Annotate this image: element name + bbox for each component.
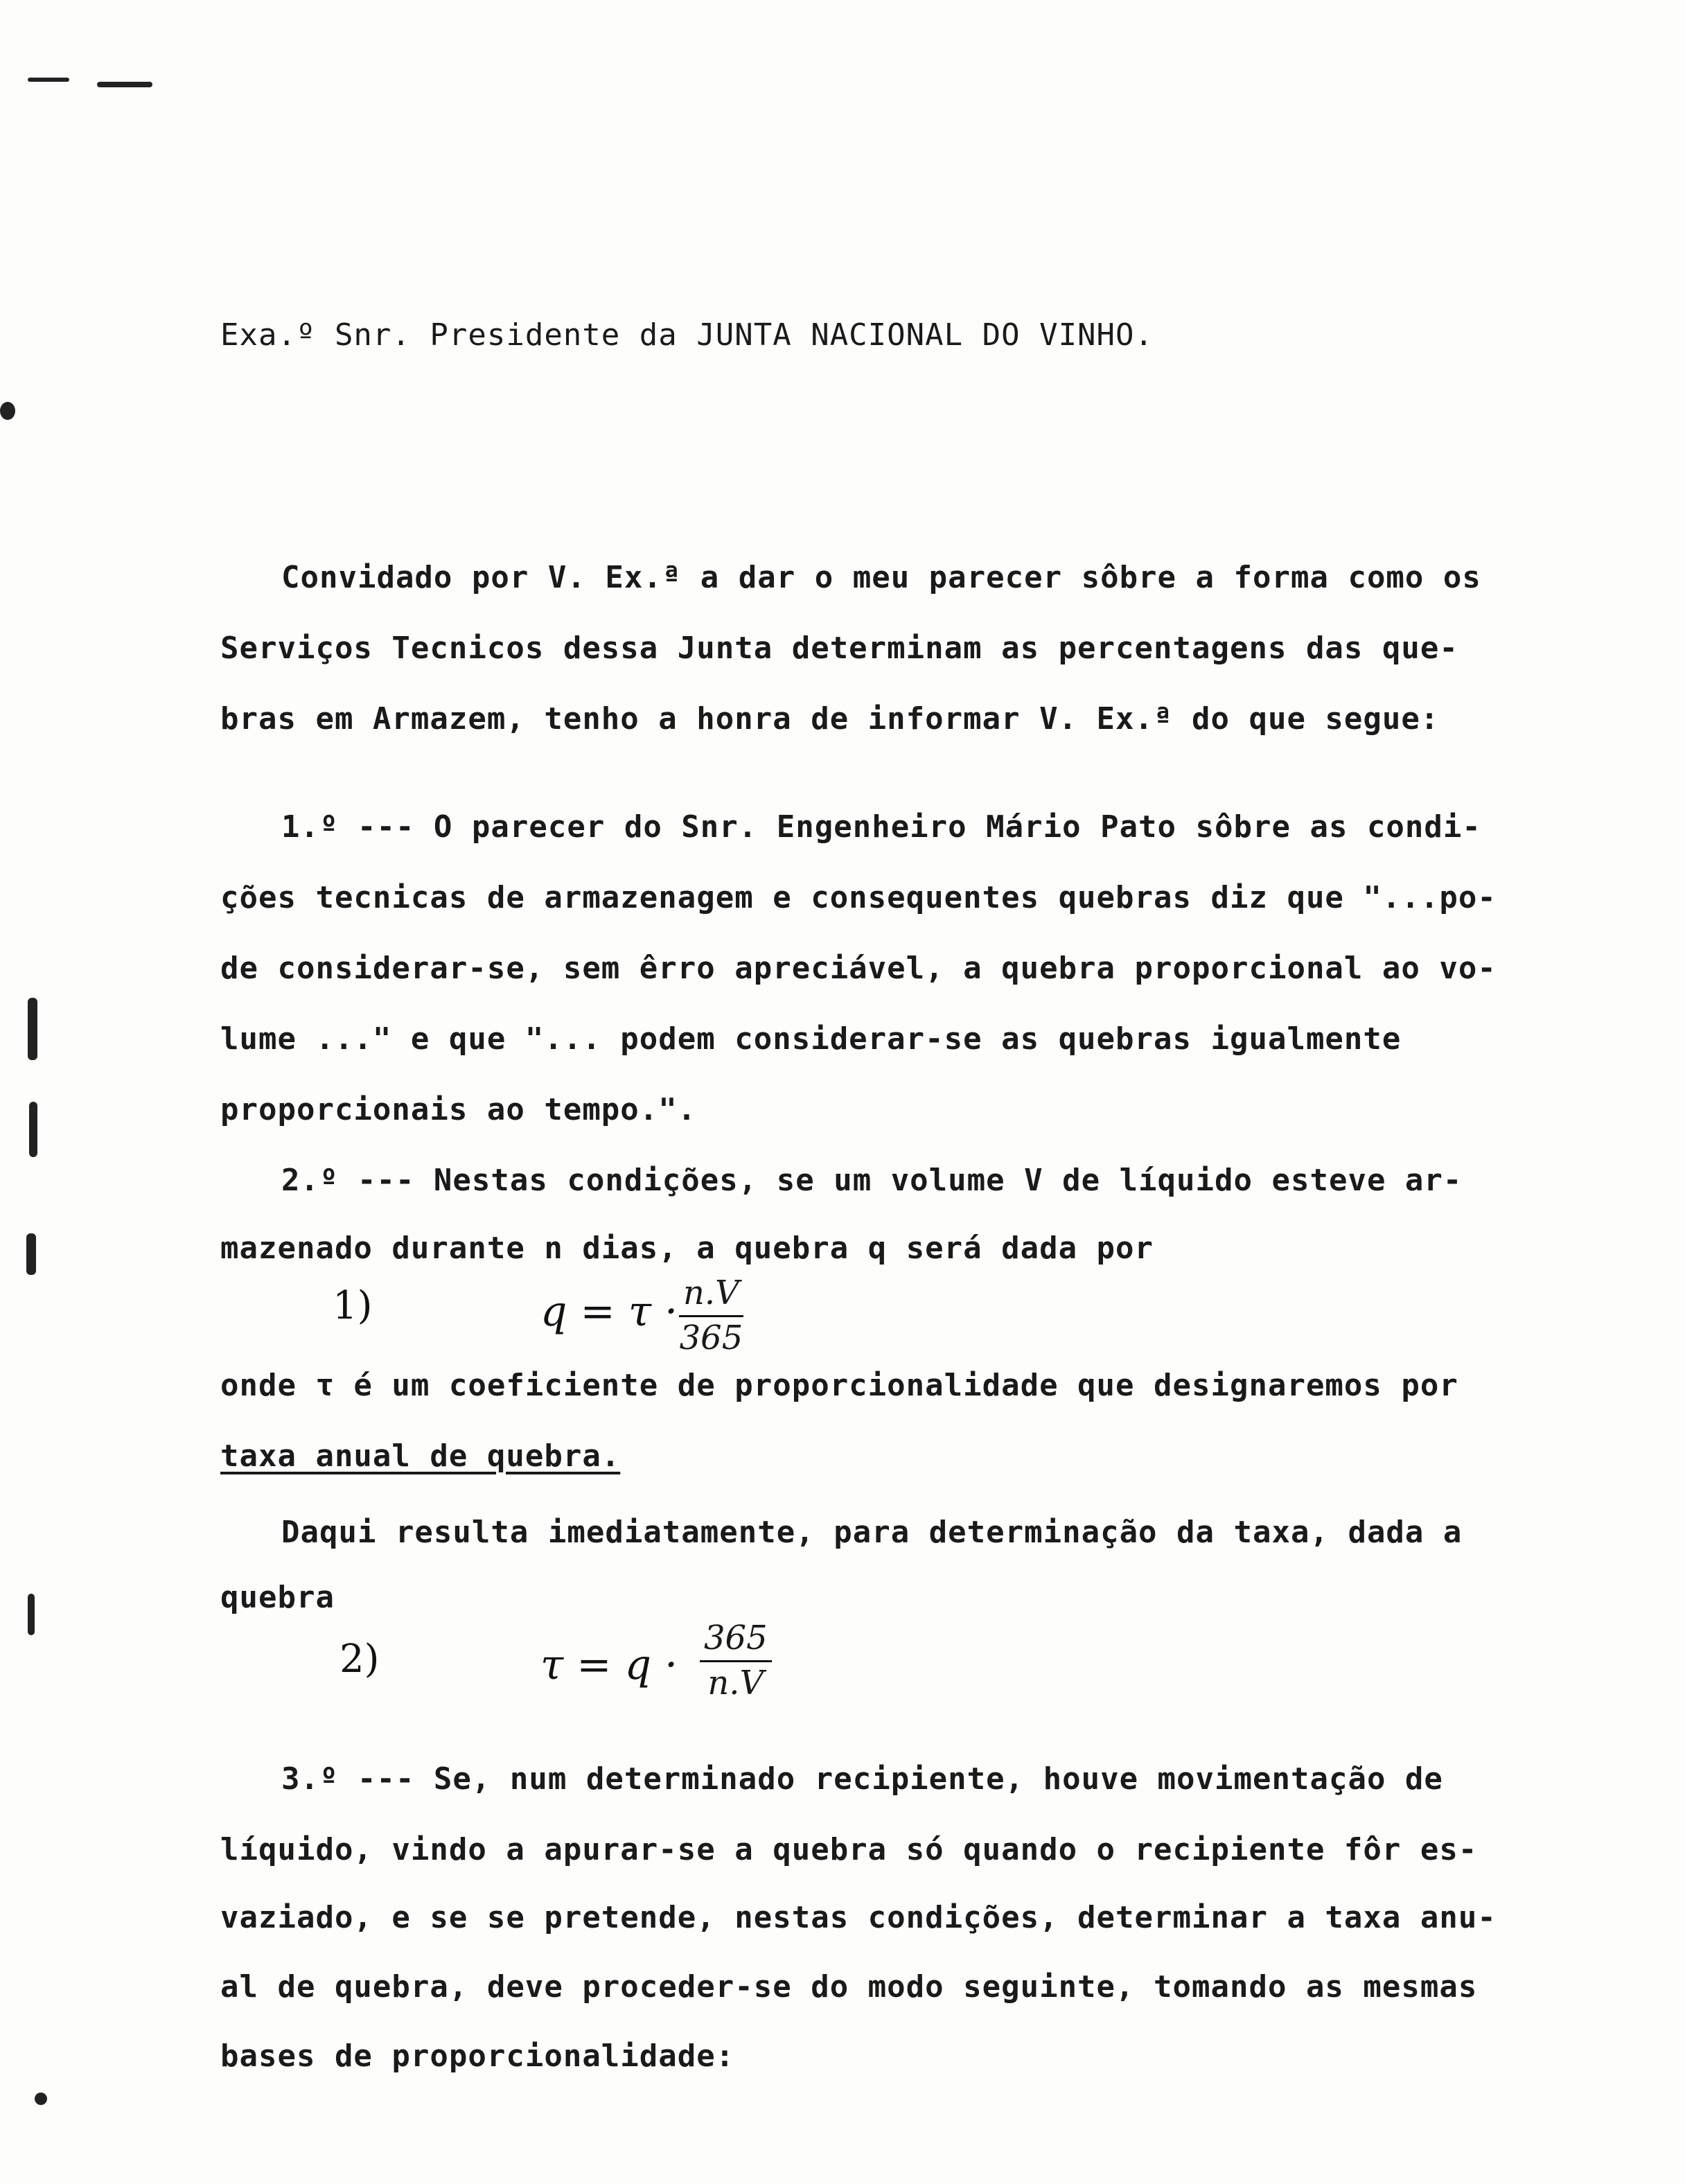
p1-line-3: de considerar-se, sem êrro apreciável, a quebra proporcional ao vo- <box>220 951 1497 986</box>
equation-1-denominator: 365 <box>679 1319 743 1357</box>
scan-speck <box>28 1594 35 1635</box>
p1-line-4: lume ..." e que "... podem considerar-se as quebras igualmente <box>220 1021 1402 1057</box>
p2b-line-1: onde τ é um coeficiente de proporcionalidade que designaremos por <box>220 1368 1458 1403</box>
equation-2-fraction <box>700 1619 772 1702</box>
equation-1-label: 1) <box>333 1283 373 1328</box>
p1-line-5: proporcionais ao tempo.". <box>220 1092 697 1127</box>
equation-2-label: 2) <box>339 1637 380 1682</box>
scan-speck <box>28 78 69 82</box>
p3-line-3: vaziado, e se se pretende, nestas condições, determinar a taxa anu- <box>220 1900 1497 1935</box>
p2c-line-1: Daqui resulta imediatamente, para determinação da taxa, dada a <box>281 1515 1463 1550</box>
intro-line-3: bras em Armazem, tenho a honra de informar V. Ex.ª do que segue: <box>220 701 1440 737</box>
p3-line-4: al de quebra, deve proceder-se do modo seguinte, tomando as mesmas <box>220 1969 1478 2005</box>
intro-line-2: Serviços Tecnicos dessa Junta determinam as percentagens das que- <box>220 631 1458 666</box>
p1-line-1: 1.º --- O parecer do Snr. Engenheiro Mário Pato sôbre as condi- <box>281 809 1481 845</box>
p3-line-2: líquido, vindo a apurar-se a quebra só quando o recipiente fôr es- <box>220 1832 1478 1867</box>
equation-2-lhs: τ = q · <box>540 1641 678 1689</box>
p2c-line-2: quebra <box>220 1580 335 1615</box>
p2-line-1: 2.º --- Nestas condições, se um volume V de líquido esteve ar- <box>281 1163 1463 1198</box>
equation-1-fraction <box>679 1274 743 1357</box>
equation-2-denominator: n.V <box>707 1664 764 1702</box>
equation-2-numerator: 365 <box>700 1619 772 1662</box>
intro-line-1: Convidado por V. Ex.ª a dar o meu parecer sôbre a forma como os <box>281 560 1481 595</box>
p3-line-1: 3.º --- Se, num determinado recipiente, houve movimentação de <box>281 1761 1443 1797</box>
scan-speck <box>28 998 37 1060</box>
equation-1-numerator: n.V <box>679 1274 743 1317</box>
scan-speck <box>29 1102 37 1157</box>
p2-line-2: mazenado durante n dias, a quebra q será dada por <box>220 1231 1154 1266</box>
p3-line-5: bases de proporcionalidade: <box>220 2038 735 2074</box>
addressee-heading: Exa.º Snr. Presidente da JUNTA NACIONAL DO VINHO. <box>220 317 1154 353</box>
scan-speck <box>35 2093 47 2105</box>
scan-speck <box>26 1233 36 1275</box>
p1-line-2: ções tecnicas de armazenagem e consequentes quebras diz que "...po- <box>220 880 1497 915</box>
p2b-line-2: taxa anual de quebra. <box>220 1438 621 1474</box>
scan-speck <box>0 402 15 420</box>
scan-speck <box>97 82 152 87</box>
equation-1-lhs: q = τ · <box>540 1287 678 1336</box>
